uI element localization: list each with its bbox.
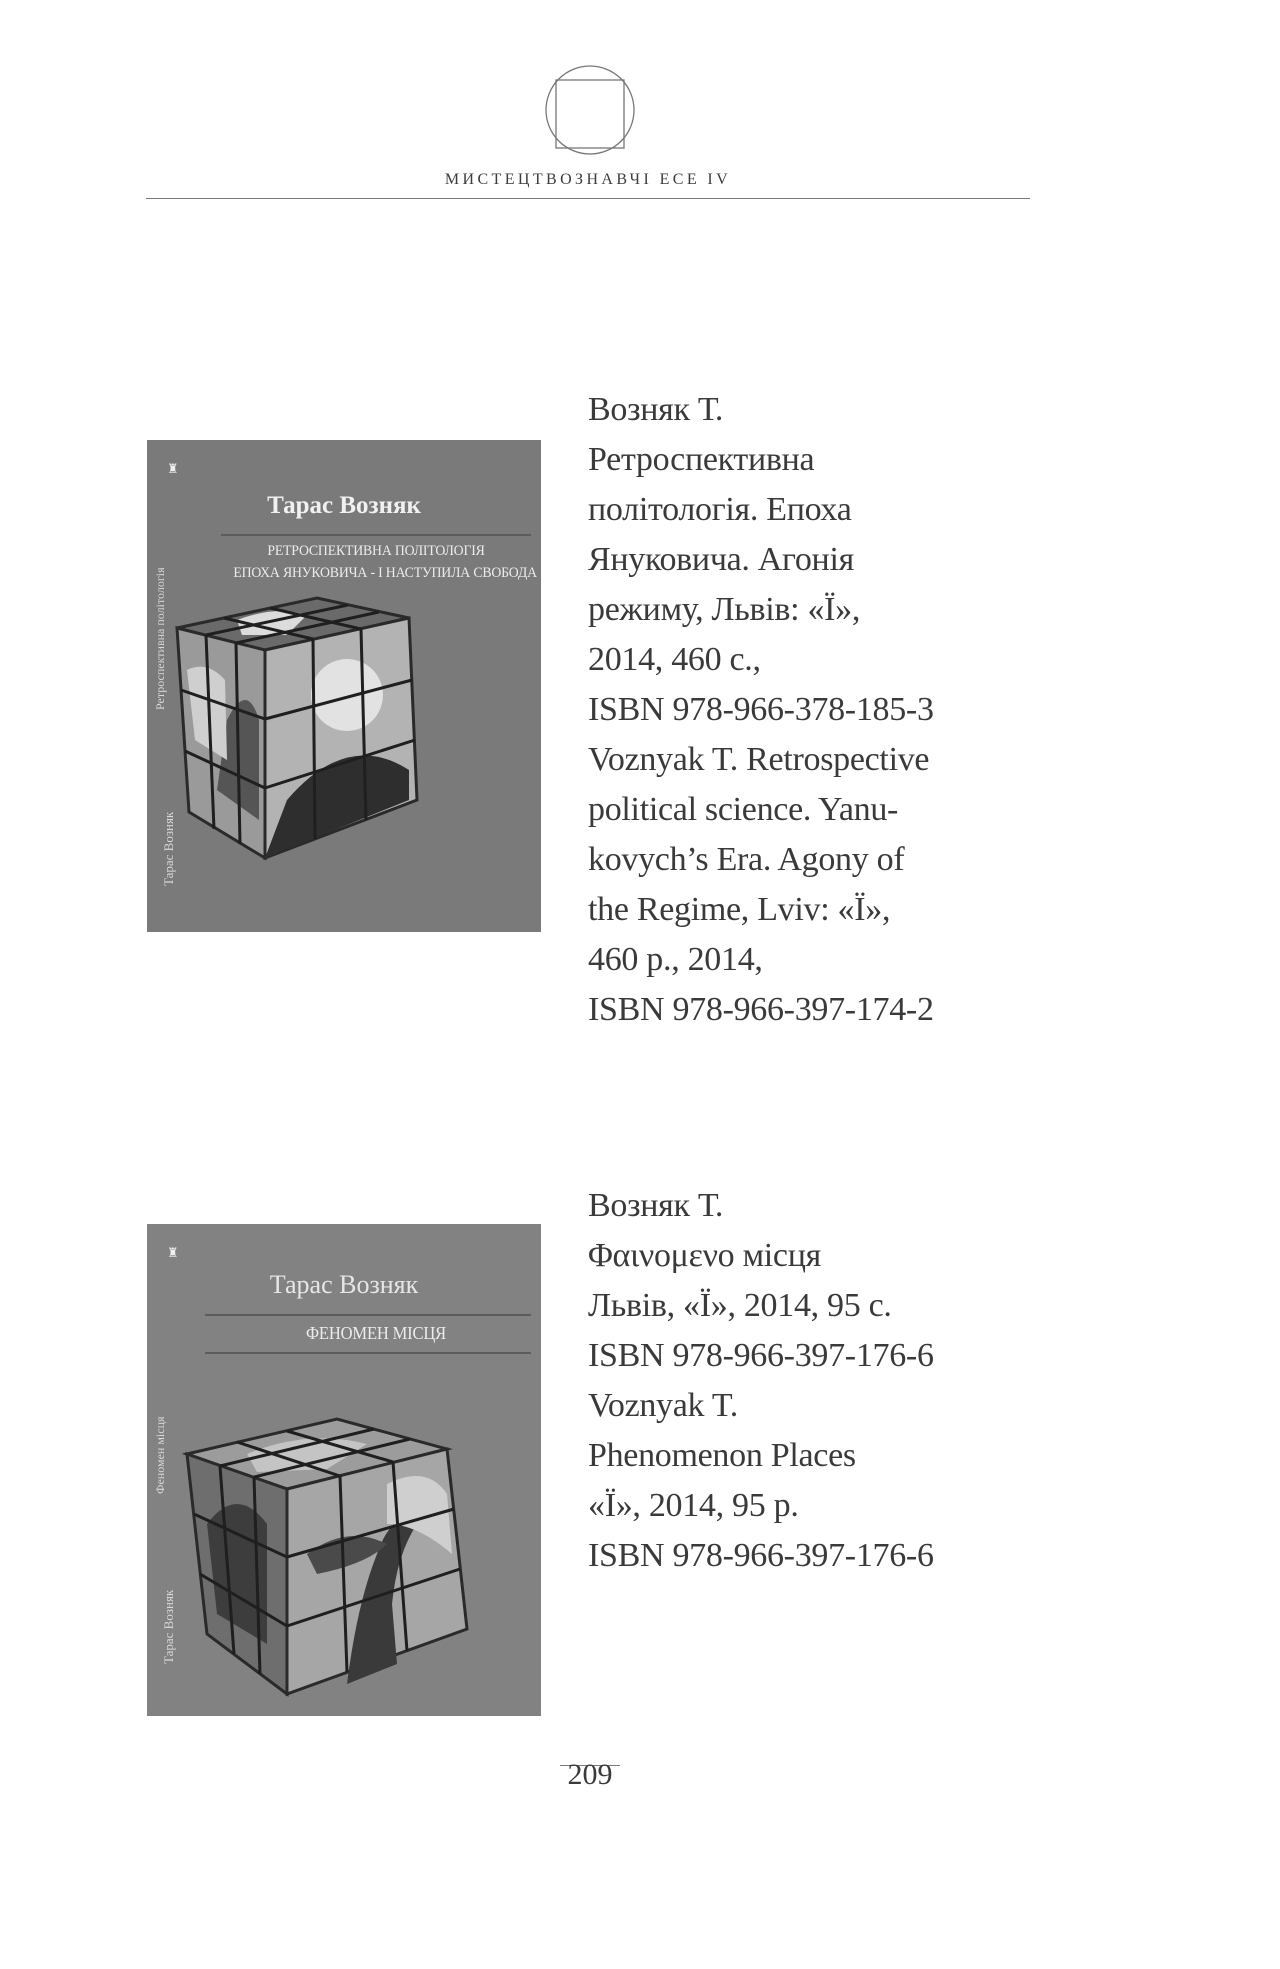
- cover-title-line: ЕПОХА ЯНУКОВИЧА - І НАСТУПИЛА СВОБОДА: [233, 565, 537, 581]
- book-cover-retrospective-political-science: [147, 440, 541, 932]
- cover-rule: [221, 534, 531, 536]
- entry-line: ISBN 978-966-378-185-3: [588, 691, 934, 728]
- publisher-mark: ♜: [167, 1245, 179, 1260]
- entry-line: political science. Yanu-: [588, 791, 899, 828]
- entry-line: Phenomenon Places: [588, 1437, 856, 1474]
- cover-author: Тарас Возняк: [267, 492, 421, 519]
- entry-line: Ретроспективна: [588, 441, 815, 478]
- cover-author: Тарас Возняк: [269, 1270, 419, 1299]
- entry-line: Януковича. Агонія: [588, 541, 854, 578]
- entry-line: Возняк Т.: [588, 391, 724, 428]
- entry-line: режиму, Львів: «Ї»,: [588, 591, 861, 628]
- cover-spine-title: Ретроспективна політологія: [153, 567, 167, 710]
- entry-line: Львів, «Ї», 2014, 95 с.: [588, 1287, 892, 1324]
- book-cover-phenomenon-places: [147, 1224, 541, 1716]
- cover-spine-author: Тарас Возняк: [161, 811, 176, 886]
- entry-line: ISBN 978-966-397-176-6: [588, 1537, 934, 1574]
- cover-rule: [205, 1314, 531, 1316]
- bibliographic-entry: [588, 385, 1048, 1035]
- page-number: 209: [567, 1758, 613, 1791]
- entry-line: Voznyak T. Retrospective: [588, 741, 930, 778]
- circle-in-square-logo-icon: [540, 62, 640, 162]
- cover-spine-author: Тарас Возняк: [161, 1589, 176, 1664]
- bibliographic-entry: [588, 1181, 1048, 1581]
- header-rule: [146, 198, 1030, 199]
- entry-line: 2014, 460 с.,: [588, 641, 761, 678]
- entry-line: «Ї», 2014, 95 p.: [588, 1487, 799, 1524]
- entry-line: 460 p., 2014,: [588, 941, 763, 978]
- running-head: МИСТЕЦТВОЗНАВЧІ ЕСЕ IV: [444, 171, 732, 188]
- entry-line: політологія. Епоха: [588, 491, 852, 528]
- entry-line: ISBN 978-966-397-174-2: [588, 991, 934, 1028]
- cover-title-line: ФЕНОМЕН МІСЦЯ: [306, 1323, 446, 1343]
- entry-line: ISBN 978-966-397-176-6: [588, 1337, 934, 1374]
- entry-line: the Regime, Lviv: «Ї»,: [588, 891, 891, 928]
- entry-line: Voznyak T.: [588, 1387, 738, 1424]
- publisher-mark: ♜: [167, 461, 179, 476]
- cover-title-line: РЕТРОСПЕКТИВНА ПОЛІТОЛОГІЯ: [267, 543, 485, 559]
- entry-line: Φαινομενο місця: [588, 1237, 821, 1274]
- entry-line: kovych’s Era. Agony of: [588, 841, 905, 878]
- entry-line: Возняк Т.: [588, 1187, 724, 1224]
- cover-title: [233, 1322, 518, 1344]
- cover-rule: [205, 1352, 531, 1354]
- cover-title: [233, 540, 537, 584]
- cover-spine-title: Феномен місця: [153, 1416, 167, 1494]
